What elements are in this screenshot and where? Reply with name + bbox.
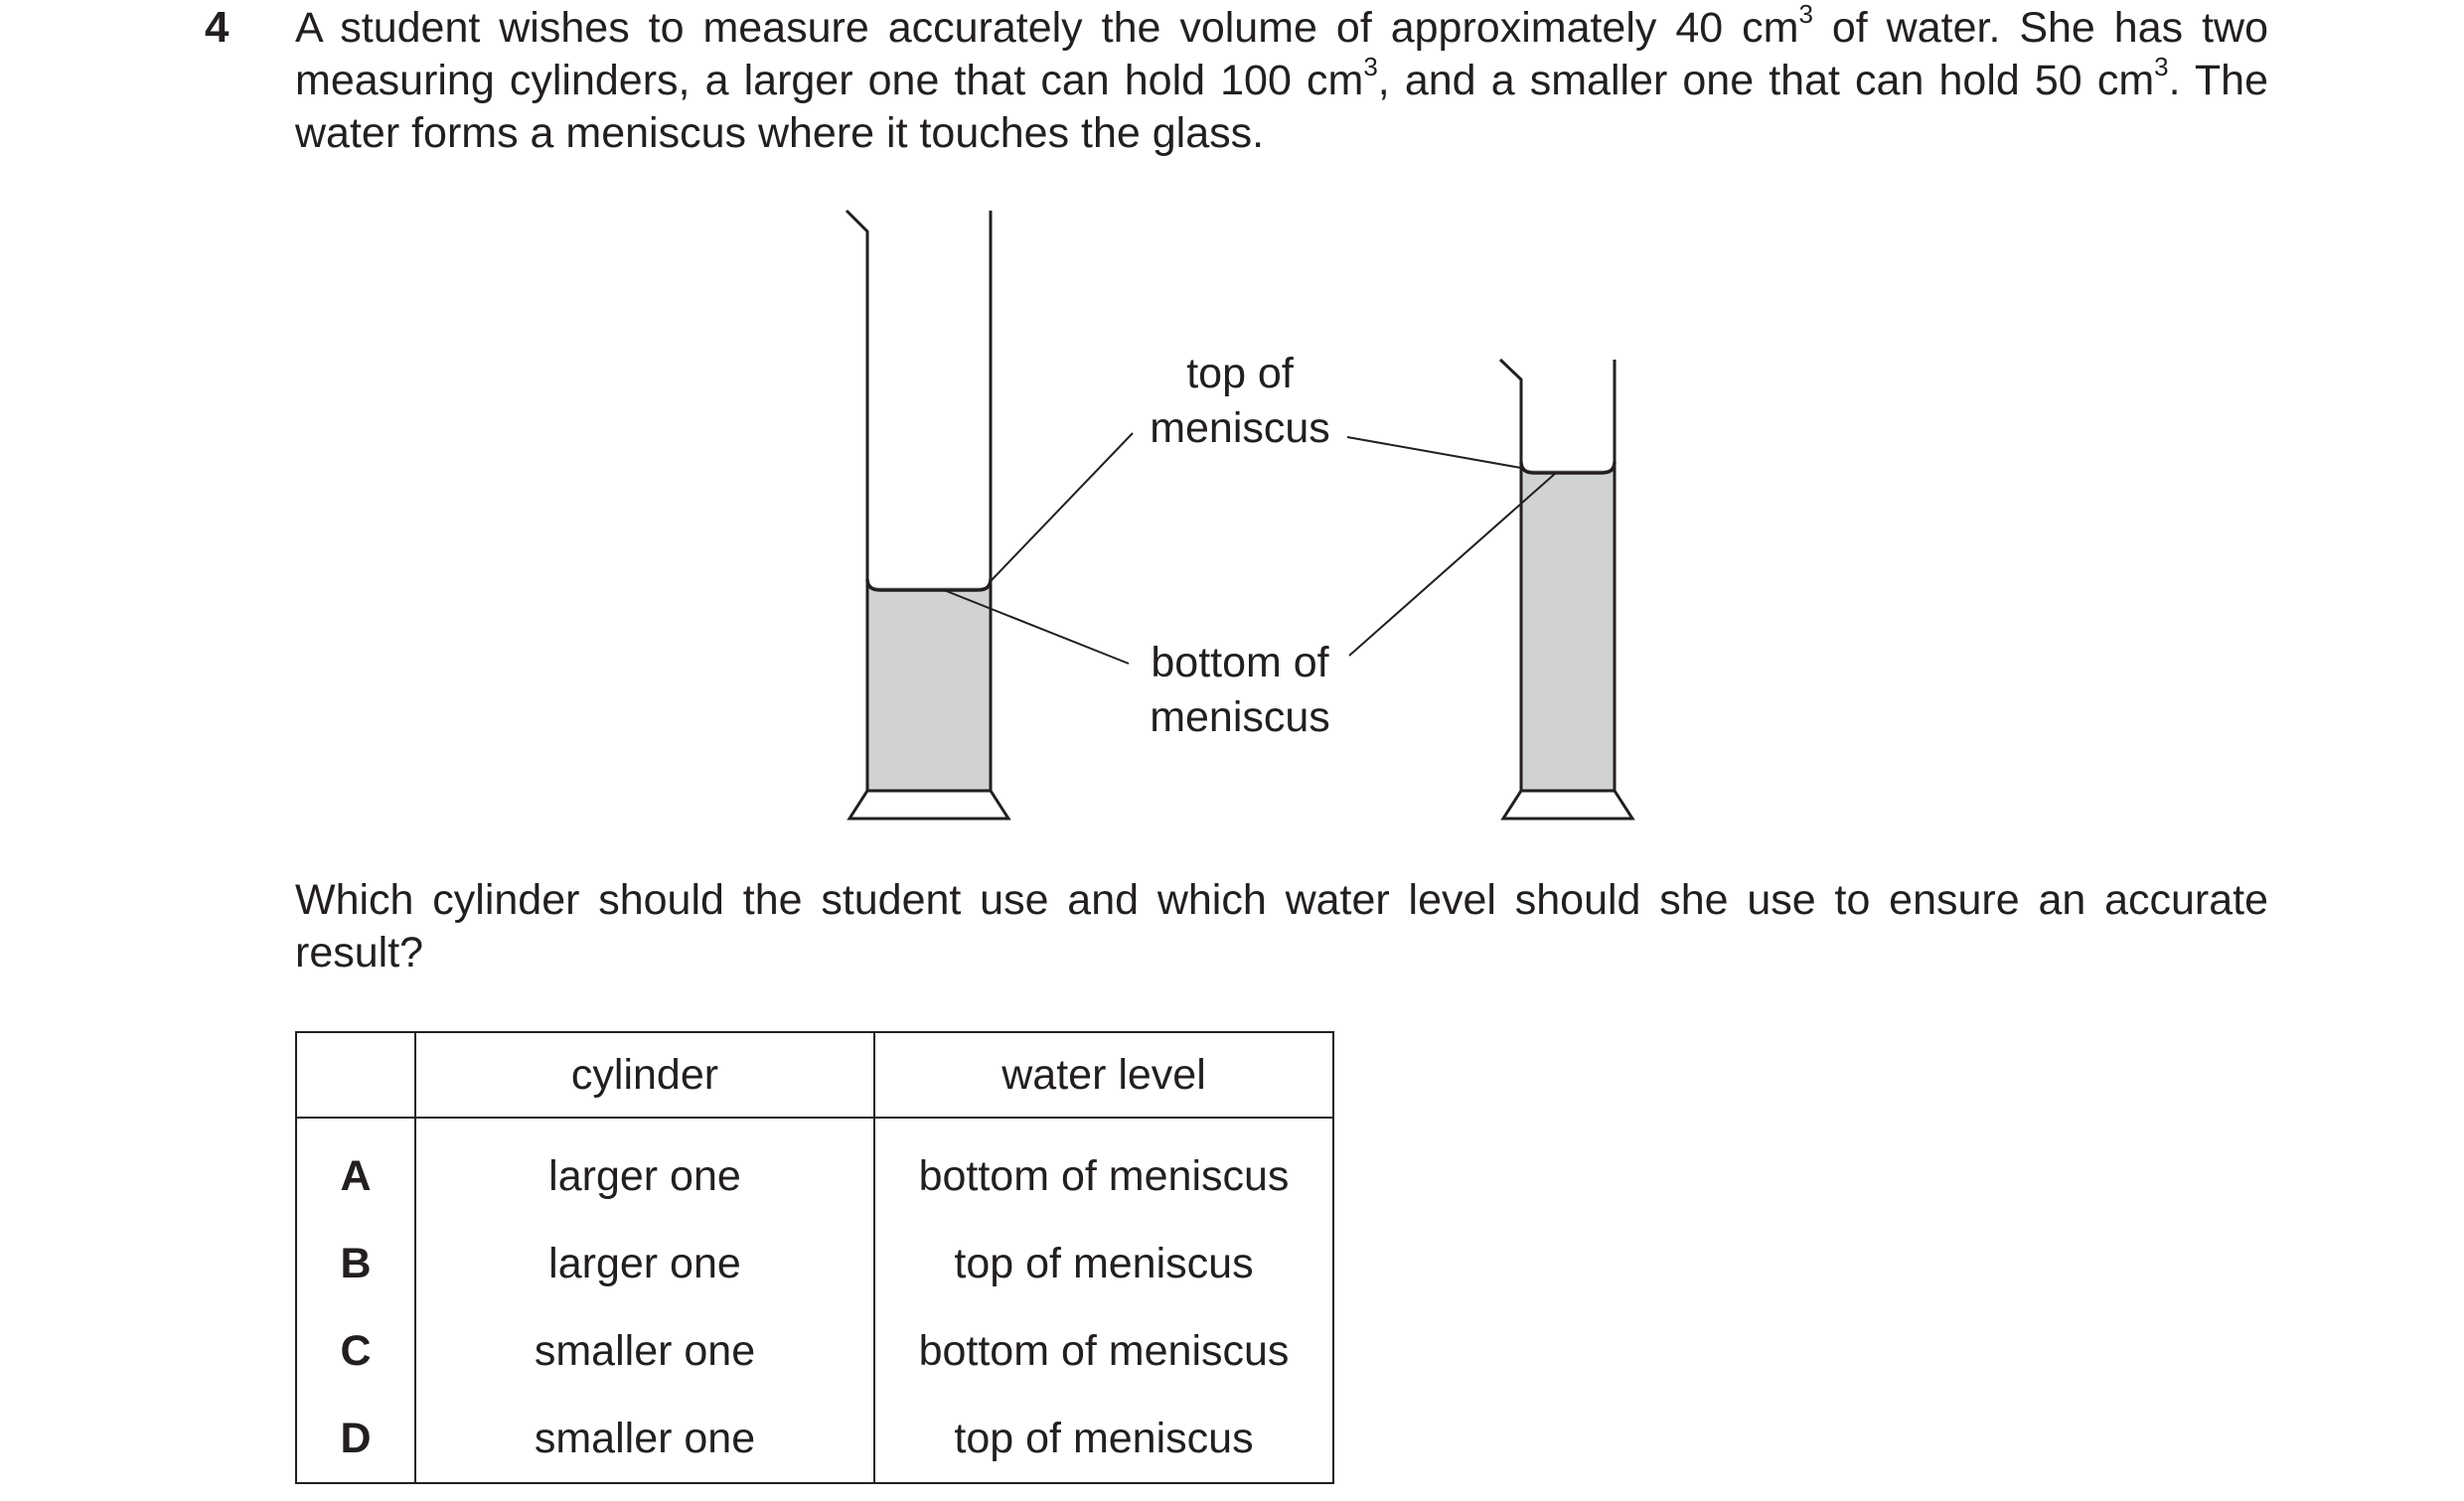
smaller-cylinder-wall-left <box>1500 360 1521 791</box>
label-top-line2: meniscus <box>1150 404 1330 452</box>
smaller-cylinder-base <box>1503 791 1632 819</box>
leader-top-smaller <box>1347 437 1521 468</box>
option-key: C <box>296 1307 415 1395</box>
header-water-level: water level <box>874 1032 1333 1118</box>
label-bottom-line2: meniscus <box>1150 693 1330 741</box>
larger-cylinder <box>847 211 1008 819</box>
larger-cylinder-base <box>849 791 1008 819</box>
option-water-level: bottom of meniscus <box>874 1118 1333 1220</box>
option-water-level: top of meniscus <box>874 1395 1333 1483</box>
larger-cylinder-wall-left <box>847 211 867 791</box>
option-key: B <box>296 1220 415 1307</box>
option-key: A <box>296 1118 415 1220</box>
label-top-line1: top of <box>1186 350 1294 397</box>
option-cylinder: smaller one <box>415 1307 874 1395</box>
question-number: 4 <box>205 3 230 52</box>
header-cylinder: cylinder <box>415 1032 874 1118</box>
superscript-cubed: 3 <box>1798 0 1813 29</box>
question-text-part2: of water. She has two measuring cylinders, a larger one that can hold 100 cm <box>295 4 2268 104</box>
table-row <box>296 1220 1333 1307</box>
question-text-part1: A student wishes to measure accurately the volume of approximately 40 cm <box>295 4 1799 52</box>
option-key: D <box>296 1395 415 1483</box>
answer-options-table <box>295 1031 1334 1484</box>
superscript-cubed: 3 <box>2154 51 2169 81</box>
label-top-of-meniscus <box>1111 347 1369 456</box>
superscript-cubed: 3 <box>1363 51 1378 81</box>
smaller-cylinder-water <box>1521 470 1615 791</box>
label-bottom-of-meniscus <box>1111 636 1369 745</box>
table-header-row <box>296 1032 1333 1118</box>
question-prompt: Which cylinder should the student use and which water level should she use to ensure an accurate result? <box>295 876 2268 976</box>
option-cylinder: smaller one <box>415 1395 874 1483</box>
option-water-level: top of meniscus <box>874 1220 1333 1307</box>
option-water-level: bottom of meniscus <box>874 1307 1333 1395</box>
smaller-cylinder-meniscus <box>1521 462 1615 473</box>
larger-cylinder-water <box>867 587 991 791</box>
header-key-cell <box>296 1032 415 1118</box>
question-text-part3: , and a smaller one that can hold 50 cm <box>1377 57 2155 104</box>
larger-cylinder-meniscus <box>867 579 991 590</box>
option-cylinder: larger one <box>415 1220 874 1307</box>
smaller-cylinder <box>1500 360 1632 819</box>
option-cylinder: larger one <box>415 1118 874 1220</box>
table-row <box>296 1118 1333 1220</box>
table-row <box>296 1307 1333 1395</box>
table-row <box>296 1395 1333 1483</box>
label-bottom-line1: bottom of <box>1151 639 1329 686</box>
question-text-part4: . The water forms a meniscus where it touches the glass. <box>295 57 2268 157</box>
